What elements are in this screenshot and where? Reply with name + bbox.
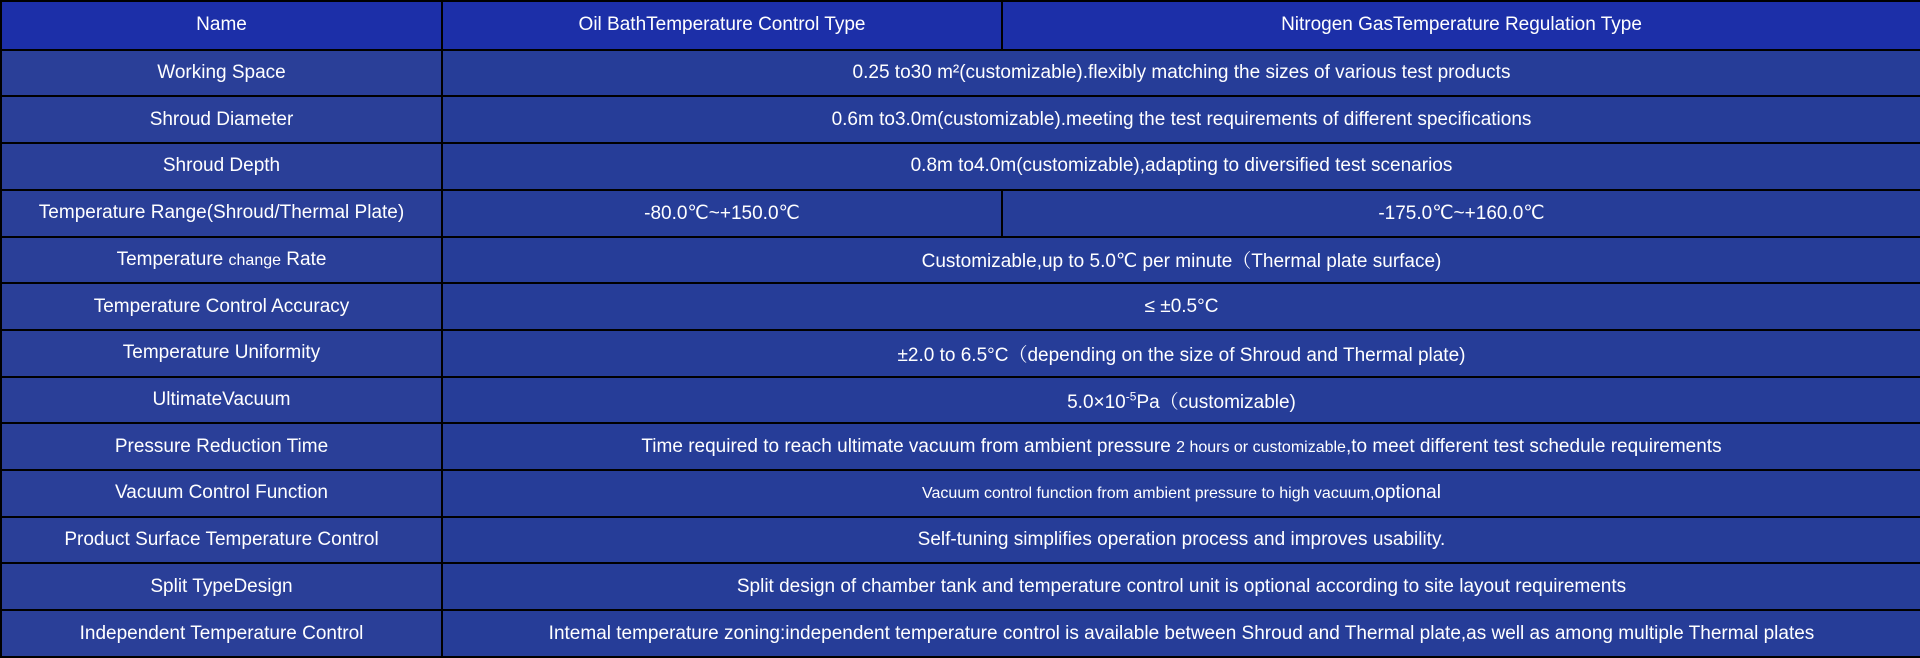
row-value-nitrogen: -175.0℃~+160.0℃ — [1002, 190, 1920, 237]
row-value — [442, 470, 1920, 517]
row-value-sup: -5 — [1125, 389, 1137, 404]
row-value-part: Time required to reach ultimate vacuum from ambient pressure — [641, 435, 1177, 457]
row-name: Split TypeDesign — [1, 563, 442, 610]
table-row — [1, 96, 1920, 143]
table-row — [1, 50, 1920, 97]
row-name — [1, 237, 442, 284]
row-value: 0.8m to4.0m(customizable),adapting to diversified test scenarios — [442, 143, 1920, 190]
row-value: Customizable,up to 5.0℃ per minute（Thermal plate surface) — [442, 237, 1920, 284]
row-value-part: ,to meet different test schedule requirements — [1345, 435, 1722, 457]
row-name: Working Space — [1, 50, 442, 97]
row-name-part: change — [228, 251, 282, 269]
row-name: Product Surface Temperature Control — [1, 517, 442, 564]
table-row — [1, 237, 1920, 284]
row-value-oil: -80.0℃~+150.0℃ — [442, 190, 1002, 237]
table-row — [1, 470, 1920, 517]
row-value: 0.6m to3.0m(customizable).meeting the test requirements of different specifications — [442, 96, 1920, 143]
row-value-part: 5.0×10 — [1067, 391, 1126, 413]
header-nitrogen: Nitrogen GasTemperature Regulation Type — [1002, 1, 1920, 50]
row-name: Independent Temperature Control — [1, 610, 442, 657]
row-value: 0.25 to30 m²(customizable).flexibly matching the sizes of various test products — [442, 50, 1920, 97]
table-row — [1, 517, 1920, 564]
row-value: ±2.0 to 6.5°C（depending on the size of Shroud and Thermal plate) — [442, 330, 1920, 377]
row-value — [442, 377, 1920, 424]
table-row — [1, 143, 1920, 190]
table-row — [1, 330, 1920, 377]
row-value: ≤ ±0.5°C — [442, 283, 1920, 330]
header-oil-bath: Oil BathTemperature Control Type — [442, 1, 1002, 50]
row-name: UltimateVacuum — [1, 377, 442, 424]
row-name-part: Temperature — [116, 248, 229, 270]
row-value: Split design of chamber tank and temperature control unit is optional according to site layout requirements — [442, 563, 1920, 610]
table-row — [1, 610, 1920, 657]
table-row — [1, 377, 1920, 424]
row-value-part: optional — [1374, 482, 1441, 504]
table-row — [1, 563, 1920, 610]
row-name: Shroud Depth — [1, 143, 442, 190]
row-name: Temperature Control Accuracy — [1, 283, 442, 330]
row-value: Self-tuning simplifies operation process and improves usability. — [442, 517, 1920, 564]
row-value — [442, 423, 1920, 470]
row-name: Pressure Reduction Time — [1, 423, 442, 470]
header-name: Name — [1, 1, 442, 50]
table-row — [1, 423, 1920, 470]
row-value: Intemal temperature zoning:independent temperature control is available between Shroud and Thermal plate,as well as among multiple Thermal plates — [442, 610, 1920, 657]
row-value-part: 2 hours or customizable — [1176, 438, 1346, 456]
row-value-part: Vacuum control function from ambient pressure to high vacuum, — [922, 485, 1375, 503]
row-value-part: Pa（customizable) — [1136, 391, 1296, 413]
row-name: Shroud Diameter — [1, 96, 442, 143]
row-name: Temperature Uniformity — [1, 330, 442, 377]
table-row — [1, 190, 1920, 237]
row-name: Vacuum Control Function — [1, 470, 442, 517]
row-name: Temperature Range(Shroud/Thermal Plate) — [1, 190, 442, 237]
table-row — [1, 283, 1920, 330]
row-name-part: Rate — [281, 248, 327, 270]
table-header-row — [1, 1, 1920, 50]
